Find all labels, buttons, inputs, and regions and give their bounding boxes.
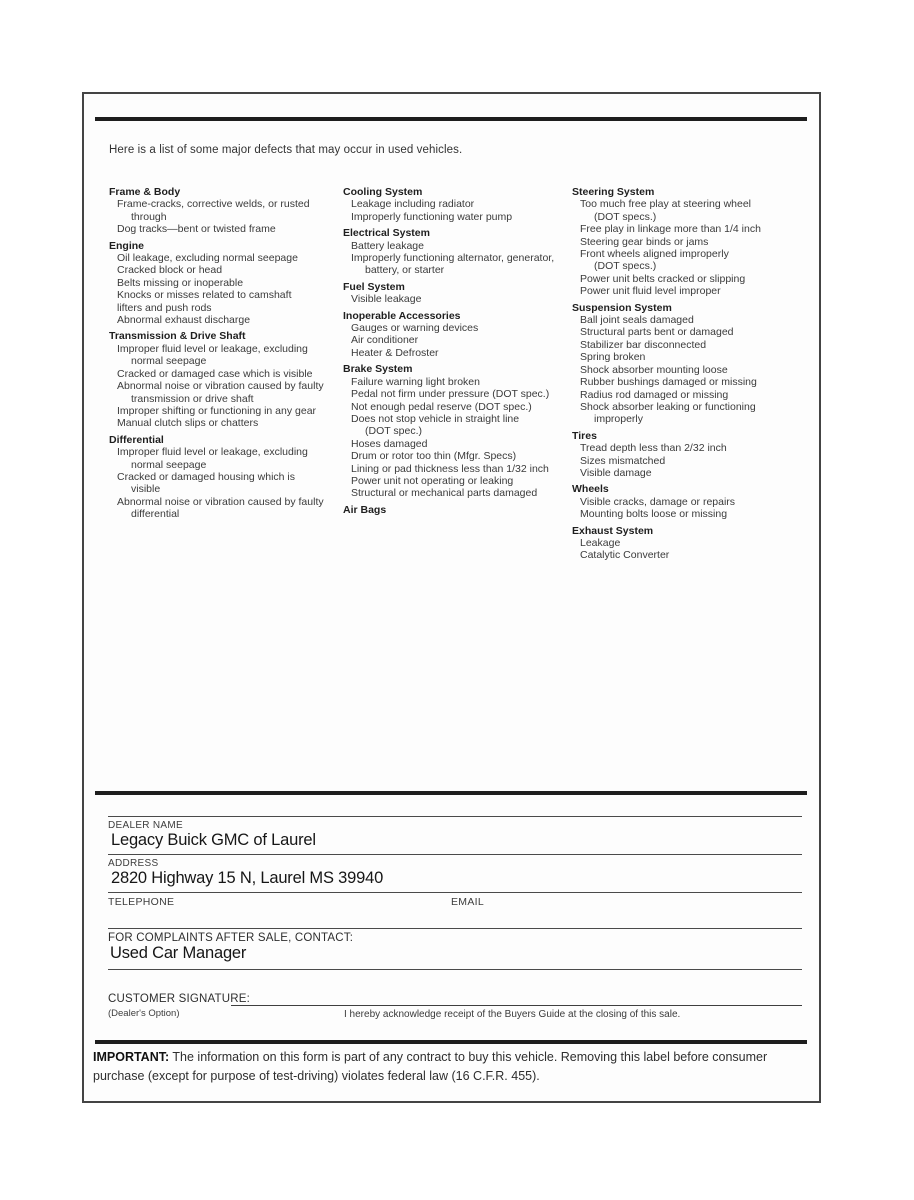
defect-item-line: Power unit not operating or leaking <box>351 474 514 487</box>
defect-item-line: Visible leakage <box>351 293 422 306</box>
defect-item-line: Stabilizer bar disconnected <box>580 338 707 351</box>
address-top-line <box>108 854 802 855</box>
defect-item-line: normal seepage <box>131 355 207 368</box>
defect-category-heading: Exhaust System <box>572 524 654 537</box>
defect-item-line: transmission or drive shaft <box>131 392 254 405</box>
defect-category-heading: Electrical System <box>343 227 430 240</box>
defect-item-line: Oil leakage, excluding normal seepage <box>117 252 298 265</box>
defect-item-line: Ball joint seals damaged <box>580 314 694 327</box>
buyers-guide-page <box>82 92 821 1103</box>
defect-item-line: battery, or starter <box>365 264 445 277</box>
defect-category-heading: Brake System <box>343 363 413 376</box>
defect-category-heading: Transmission & Drive Shaft <box>109 330 246 343</box>
defect-item-line: Air conditioner <box>351 334 419 347</box>
dealers-option-note: (Dealer's Option) <box>108 1008 180 1019</box>
important-text: The information on this form is part of any contract to buy this vehicle. Removing this label before consumer purchase (except for purpose of test-driving) violates federal law (16 C.F.R. 455). <box>93 1050 768 1083</box>
defect-item-line: through <box>131 210 167 223</box>
email-label: EMAIL <box>451 896 485 908</box>
defect-item-line: Abnormal noise or vibration caused by faulty <box>117 380 324 393</box>
defect-item-line: normal seepage <box>131 458 207 471</box>
defect-item-line: Not enough pedal reserve (DOT spec.) <box>351 400 532 413</box>
defect-item-line: Shock absorber leaking or functioning <box>580 400 756 413</box>
defect-category-heading: Tires <box>572 429 597 442</box>
defects-intro-text: Here is a list of some major defects that may occur in used vehicles. <box>109 144 463 156</box>
defect-item-line: Mounting bolts loose or missing <box>580 508 728 521</box>
defect-item-line: Knocks or misses related to camshaft <box>117 289 292 302</box>
defect-item-line: (DOT specs.) <box>594 260 657 273</box>
address-value: 2820 Highway 15 N, Laurel MS 39940 <box>111 869 384 887</box>
defect-item-line: Manual clutch slips or chatters <box>117 417 259 430</box>
complaints-contact-label: FOR COMPLAINTS AFTER SALE, CONTACT: <box>108 932 354 944</box>
defect-item-line: Does not stop vehicle in straight line <box>351 412 520 425</box>
defect-item-line: Cracked or damaged case which is visible <box>117 367 313 380</box>
defect-item-line: Dog tracks—bent or twisted frame <box>117 223 276 236</box>
defect-item-line: Visible damage <box>580 466 652 479</box>
defect-item-line: Radius rod damaged or missing <box>580 388 729 401</box>
dealer-name-label: DEALER NAME <box>108 820 183 831</box>
defect-item-line: Improper shifting or functioning in any gear <box>117 404 317 417</box>
defect-item-line: Improper fluid level or leakage, excluding <box>117 342 308 355</box>
defect-item-line: Visible cracks, damage or repairs <box>580 495 736 508</box>
defects-column-2 <box>343 186 572 562</box>
telephone-top-line <box>108 892 802 893</box>
dealer-name-value: Legacy Buick GMC of Laurel <box>111 831 316 849</box>
important-notice <box>93 1048 801 1085</box>
defect-item-line: Frame-cracks, corrective welds, or rusted <box>117 198 310 211</box>
defect-item-line: (DOT spec.) <box>365 425 422 438</box>
defect-item-line: Structural parts bent or damaged <box>580 326 734 339</box>
defect-item-line: Tread depth less than 2/32 inch <box>580 442 727 455</box>
defect-item-line: visible <box>131 483 161 496</box>
customer-signature-line <box>231 1005 802 1006</box>
dealer-section-divider-rule <box>95 791 807 795</box>
defects-column-3 <box>572 186 807 562</box>
acknowledgment-text: I hereby acknowledge receipt of the Buyers Guide at the closing of this sale. <box>344 1009 681 1020</box>
defect-item-line: Spring broken <box>580 351 646 364</box>
top-divider-rule <box>95 117 807 121</box>
defect-item-line: Abnormal noise or vibration caused by faulty <box>117 495 324 508</box>
defect-item-line: Cracked block or head <box>117 264 223 277</box>
complaints-top-line <box>108 928 802 929</box>
defect-item-line: Heater & Defroster <box>351 346 439 359</box>
defect-item-line: Front wheels aligned improperly <box>580 248 729 261</box>
important-label: IMPORTANT: <box>93 1050 170 1064</box>
defect-item-line: Too much free play at steering wheel <box>580 198 752 211</box>
defect-category-heading: Steering System <box>572 186 655 198</box>
defect-item-line: (DOT specs.) <box>594 210 657 223</box>
defect-item-line: Belts missing or inoperable <box>117 276 244 289</box>
defect-item-line: Cracked or damaged housing which is <box>117 470 296 483</box>
defect-item-line: Sizes mismatched <box>580 454 666 467</box>
defect-category-heading: Engine <box>109 239 145 252</box>
defect-category-heading: Wheels <box>572 483 609 496</box>
telephone-label: TELEPHONE <box>108 896 175 908</box>
defect-item-line: Drum or rotor too thin (Mfgr. Specs) <box>351 450 517 463</box>
defect-item-line: Improperly functioning alternator, generator, <box>351 252 555 265</box>
defect-item-line: Improper fluid level or leakage, excluding <box>117 446 308 459</box>
defect-item-line: improperly <box>594 413 644 426</box>
defect-item-line: Catalytic Converter <box>580 549 670 562</box>
defect-item-line: Lining or pad thickness less than 1/32 inch <box>351 462 549 475</box>
defect-category-heading: Fuel System <box>343 280 405 293</box>
defect-item-line: Abnormal exhaust discharge <box>117 314 251 327</box>
defect-category-heading: Differential <box>109 433 164 446</box>
address-label: ADDRESS <box>108 858 159 869</box>
defects-column-1 <box>109 186 343 562</box>
defect-item-line: Hoses damaged <box>351 437 428 450</box>
defect-item-line: Gauges or warning devices <box>351 322 479 335</box>
defect-item-line: Shock absorber mounting loose <box>580 363 728 376</box>
complaints-contact-value: Used Car Manager <box>110 944 247 962</box>
defect-item-line: Leakage including radiator <box>351 198 475 211</box>
defect-item-line: Power unit fluid level improper <box>580 285 721 298</box>
complaints-bottom-line <box>108 969 802 970</box>
defect-item-line: lifters and push rods <box>117 301 212 314</box>
defect-category-heading: Inoperable Accessories <box>343 309 461 322</box>
defects-columns <box>109 186 809 562</box>
defect-item-line: Failure warning light broken <box>351 375 480 388</box>
important-divider-rule <box>95 1040 807 1044</box>
dealer-name-top-line <box>108 816 802 817</box>
defect-category-heading: Cooling System <box>343 186 423 198</box>
defect-item-line: Pedal not firm under pressure (DOT spec.) <box>351 388 550 401</box>
defect-item-line: Free play in linkage more than 1/4 inch <box>580 223 761 236</box>
defect-item-line: Steering gear binds or jams <box>580 235 709 248</box>
defect-item-line: Leakage <box>580 536 621 549</box>
defect-item-line: Battery leakage <box>351 239 424 252</box>
defect-category-heading: Frame & Body <box>109 186 181 198</box>
defect-category-heading: Air Bags <box>343 503 387 516</box>
defect-item-line: Structural or mechanical parts damaged <box>351 487 538 500</box>
defect-item-line: Power unit belts cracked or slipping <box>580 272 746 285</box>
defect-item-line: Rubber bushings damaged or missing <box>580 376 757 389</box>
customer-signature-label: CUSTOMER SIGNATURE: <box>108 993 251 1005</box>
defect-item-line: differential <box>131 508 180 521</box>
defect-item-line: Improperly functioning water pump <box>351 210 513 223</box>
defect-category-heading: Suspension System <box>572 301 672 314</box>
